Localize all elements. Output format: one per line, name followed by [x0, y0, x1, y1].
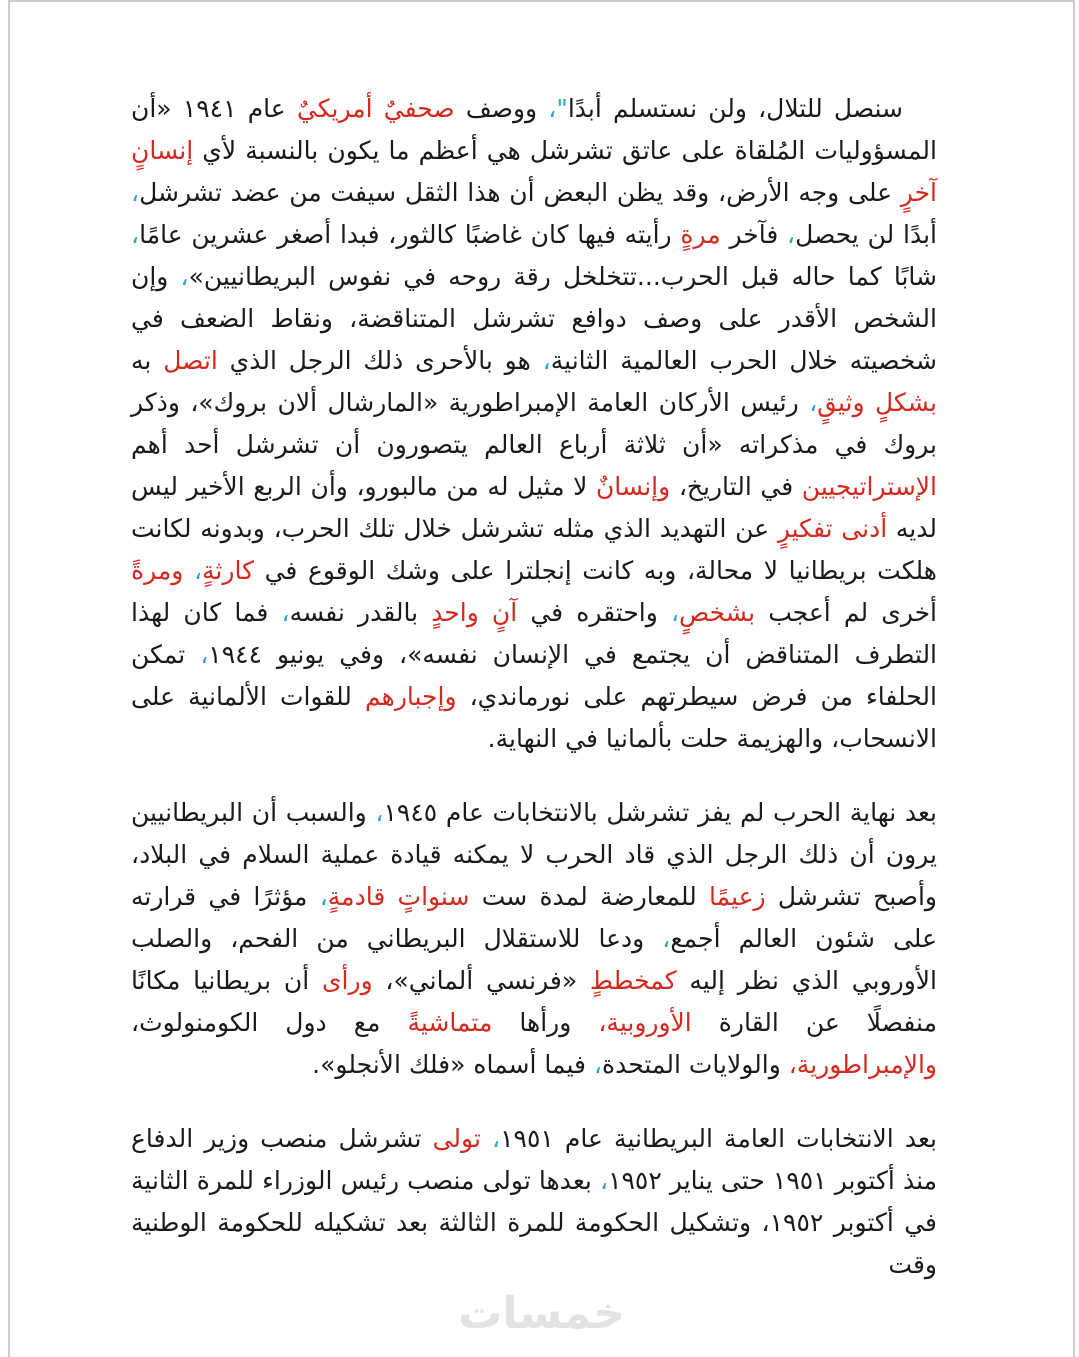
- highlighted-text-run: بشكلٍ وثيقٍ: [817, 388, 937, 417]
- colored-punctuation: ،: [193, 556, 203, 585]
- colored-punctuation: ،: [200, 640, 209, 669]
- text-run: «فرنسي ألماني»،: [372, 966, 590, 995]
- highlighted-text-run: وإجبارهم: [365, 682, 457, 711]
- text-run: في التاريخ،: [670, 472, 802, 501]
- colored-punctuation: ،: [809, 388, 818, 417]
- text-run: فيما أسماه «فلك الأنجلو».: [312, 1050, 594, 1079]
- text-run: تشرشل منصب وزير الدفاع منذ أكتوبر ١٩٥١ حتى يناير ١٩٥٢: [131, 1124, 938, 1195]
- colored-punctuation: ،: [662, 924, 671, 953]
- text-run: والولايات المتحدة: [601, 1050, 789, 1079]
- highlighted-text-run: اتصل: [163, 346, 218, 375]
- text-run: ودعا للاستقلال البريطاني من الفحم، والصلب الأوروبي الذي نظر إليه: [131, 924, 937, 995]
- highlighted-text-run: بشخصٍ: [679, 598, 756, 627]
- text-run: مع دول الكومنولوث،: [131, 1008, 408, 1037]
- text-run: أبدًا لن يحصل: [795, 220, 937, 249]
- highlighted-text-run: زعيمًا: [709, 882, 766, 911]
- highlighted-text-run: كمخططٍ: [589, 966, 677, 995]
- text-run: واحتقره في: [517, 598, 671, 627]
- text-run: سنصل للتلال، ولن نستسلم أبدًا: [567, 94, 903, 123]
- text-run: به: [131, 346, 164, 375]
- highlighted-text-run: وإنسانٌ: [595, 472, 671, 501]
- colored-punctuation: ،: [180, 262, 189, 291]
- highlighted-text-run: ورأى: [321, 966, 373, 995]
- text-run: ووصف: [454, 94, 549, 123]
- text-run: للمعارضة لمدة ست: [469, 882, 709, 911]
- colored-punctuation: ،: [787, 220, 796, 249]
- highlighted-text-run: تولى: [432, 1124, 481, 1153]
- highlighted-text-run: الأوروبية،: [598, 1008, 692, 1037]
- colored-punctuation: ،: [319, 882, 328, 911]
- colored-punctuation: ،: [593, 1050, 602, 1079]
- colored-punctuation: ،: [600, 1166, 609, 1195]
- text-run: هو بالأحرى ذلك الرجل الذي: [217, 346, 543, 375]
- text-run: أن بريطانيا مكانًا منفصلًا عن القارة: [131, 966, 937, 1037]
- text-run: عام ١٩٤١ «أن المسؤوليات المُلقاة على عاتق تشرشل هي أعظم ما يكون بالنسبة لأي: [131, 94, 937, 165]
- paragraph: [131, 1118, 937, 1286]
- highlighted-text-run: متماشيةً: [407, 1008, 493, 1037]
- highlighted-text-run: مرةٍ: [680, 220, 721, 249]
- text-run: بعد نهاية الحرب لم يفز تشرشل بالانتخابات عام ١٩٤٥: [383, 798, 937, 827]
- khamsat-watermark-logo: خمسات: [458, 1288, 625, 1339]
- colored-punctuation: ،: [281, 598, 290, 627]
- highlighted-text-run: إنسانٍ آخرٍ: [131, 136, 937, 207]
- highlighted-text-run: والإمبراطورية،: [788, 1050, 937, 1079]
- highlighted-text-run: كارثةٍ: [202, 556, 254, 585]
- highlighted-text-run: آنٍ واحدٍ: [431, 598, 518, 627]
- highlighted-text-run: ومرةً: [131, 556, 184, 585]
- document-body: [131, 88, 937, 1318]
- text-run: ورأها: [492, 1008, 599, 1037]
- text-run: لا مثيل له من مالبورو، وأن الربع الأخير ليس لديه: [131, 472, 937, 543]
- text-run: عن التهديد الذي مثله تشرشل خلال تلك الحرب، وبدونه لكانت هلكت بريطانيا لا محالة، وبه كانت إنجلترا على وشك الوقوع في: [131, 514, 937, 585]
- highlighted-text-run: صحفيٌ أمريكيٌ: [296, 94, 455, 123]
- text-run: رئيس الأركان العامة الإمبراطورية «المارشال ألان بروك»، وذكر بروك في مذكراته «أن ثلاثة أرباع العالم يتصورون أن تشرشل أحد أهم: [131, 388, 937, 459]
- text-run: مؤثرًا في قرارته على شئون العالم أجمع: [131, 882, 937, 953]
- text-run: شابًا كما حاله قبل الحرب...تتخلخل رقة روحه في نفوس البريطانيين»: [188, 262, 938, 291]
- colored-punctuation: ،: [375, 798, 384, 827]
- highlighted-text-run: سنواتٍ قادمةٍ: [327, 882, 470, 911]
- text-run: وإن الشخص الأقدر على وصف دوافع تشرشل المتناقضة، ونقاط الضعف في شخصيته خلال الحرب العالمية الثانية: [131, 262, 938, 375]
- colored-punctuation: ،: [542, 346, 551, 375]
- text-run: فما كان لهذا التطرف المتناقض أن يجتمع في الإنسان نفسه»، وفي يونيو ١٩٤٤: [131, 598, 938, 669]
- paragraph: [131, 792, 937, 1086]
- colored-punctuation: "،: [548, 94, 568, 123]
- text-run: بالقدر نفسه: [289, 598, 432, 627]
- colored-punctuation: ،: [492, 1124, 501, 1153]
- highlighted-text-run: الإستراتيجيين: [801, 472, 937, 501]
- colored-punctuation: ،: [131, 178, 140, 207]
- text-run: رأيته فيها كان غاضبًا كالثور، فبدا أصغر عشرين عامًا: [139, 220, 681, 249]
- colored-punctuation: ،: [670, 598, 680, 627]
- text-run: للقوات الألمانية على الانسحاب، والهزيمة حلت بألمانيا في النهاية.: [131, 682, 937, 753]
- text-run: تمكن الحلفاء من فرض سيطرتهم على نورماندي،: [131, 640, 937, 711]
- paragraph: [131, 88, 937, 760]
- text-run: والسبب أن البريطانيين يرون أن ذلك الرجل الذي قاد الحرب لا يمكنه قيادة عملية السلام في البلاد، وأصبح تشرشل: [131, 798, 937, 911]
- text-run: [183, 556, 194, 585]
- text-run: فآخر: [720, 220, 788, 249]
- text-run: على وجه الأرض، وقد يظن البعض أن هذا الثقل سيفت من عضد تشرشل: [139, 178, 901, 207]
- text-run: [481, 1124, 492, 1153]
- colored-punctuation: ،: [131, 220, 140, 249]
- highlighted-text-run: أدنى تفكيرٍ: [777, 514, 888, 543]
- text-run: بعدها تولى منصب رئيس الوزراء للمرة الثانية في أكتوبر ١٩٥٢، وتشكيل الحكومة للمرة الثالثة بعد تشكيله للحكومة الوطنية وقت: [131, 1166, 937, 1279]
- text-run: أخرى لم أعجب: [755, 598, 938, 627]
- text-run: بعد الانتخابات العامة البريطانية عام ١٩٥١: [500, 1124, 937, 1153]
- document-page-frame: [8, 0, 1075, 1357]
